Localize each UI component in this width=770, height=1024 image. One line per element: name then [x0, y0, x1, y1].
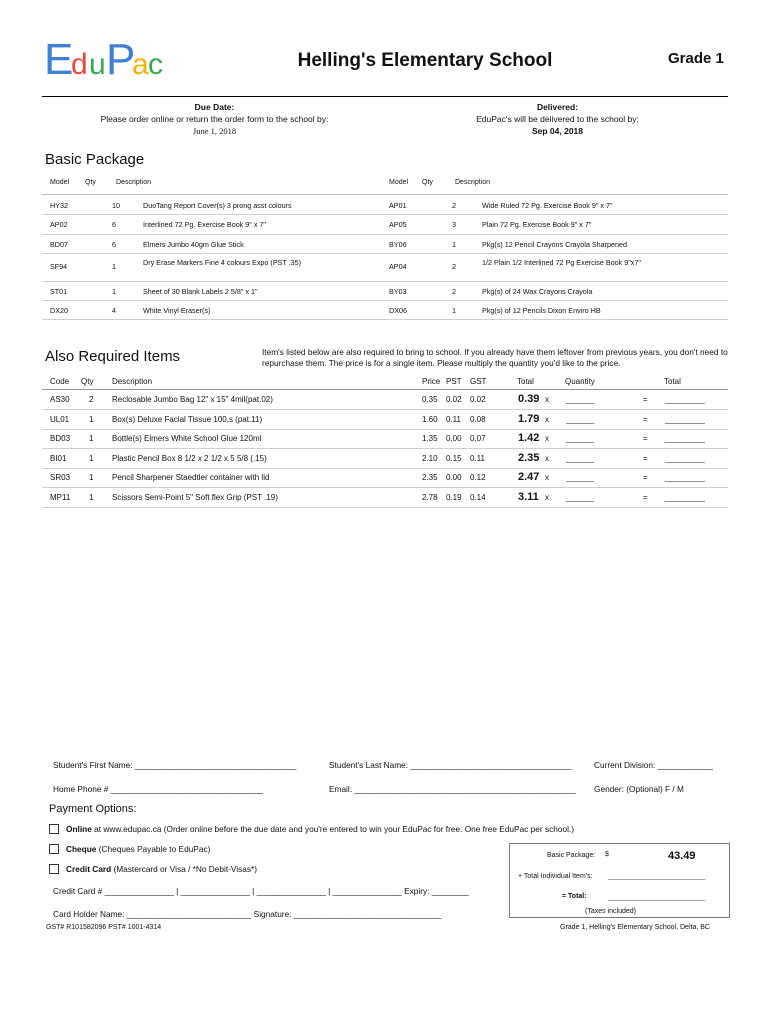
item-pst: 0.00 [446, 473, 462, 482]
item-pst: 0.19 [446, 493, 462, 502]
basic-model: DX20 [50, 306, 68, 315]
multiply-sign: x [545, 434, 549, 443]
col-gst: GST [470, 377, 487, 386]
footer-school: Grade 1, Helling's Elementary School, Delta, BC [560, 924, 710, 931]
taxes-included-note: (Taxes included) [585, 908, 636, 915]
item-qty: 1 [89, 473, 94, 482]
basic-package-label: Basic Package: [547, 852, 596, 859]
equals-sign: = [643, 493, 648, 502]
col-qty-2: Qty [422, 179, 433, 186]
basic-model-2: DX06 [389, 306, 407, 315]
credit-card-number-field[interactable]: Credit Card # _______________ | _______________ | _______________ | _______________ Expiry: ________ [53, 886, 469, 896]
item-pst: 0.11 [446, 415, 461, 424]
item-code: AS30 [50, 395, 70, 404]
col-description: Description [116, 179, 152, 186]
row-divider [42, 429, 728, 430]
multiply-sign: x [545, 454, 549, 463]
delivered-label: Delivered: [536, 102, 579, 112]
basic-description: Interlined 72 Pg. Exercise Book 9" x 7" [143, 220, 266, 229]
item-price: 2.35 [422, 473, 438, 482]
item-pst: 0.02 [446, 395, 462, 404]
item-qty: 1 [89, 493, 94, 502]
svg-text:u: u [89, 48, 106, 81]
online-option [66, 824, 574, 834]
item-qty: 1 [89, 454, 94, 463]
payment-options-title: Payment Options: [49, 803, 137, 815]
row-divider [42, 487, 728, 488]
dollar-sign: $ [605, 851, 609, 858]
col-description-2: Description [455, 179, 491, 186]
item-description: Box(s) Deluxe Facial Tissue 100,s (pat.11) [112, 415, 263, 424]
row-divider [42, 300, 728, 301]
total-individual-blank[interactable]: _________________________ [608, 873, 706, 880]
basic-model: SF94 [50, 262, 68, 271]
item-price: 2.78 [422, 493, 438, 502]
svg-text:c: c [148, 48, 163, 81]
basic-description-2: Wide Ruled 72 Pg. Exercise Book 9" x 7" [482, 201, 613, 210]
row-divider [42, 281, 728, 282]
line-total-input[interactable]: __________ [665, 434, 705, 443]
item-gst: 0.02 [470, 395, 486, 404]
grand-total-label: = Total: [562, 893, 587, 900]
item-gst: 0.08 [470, 415, 486, 424]
basic-qty: 1 [112, 262, 116, 271]
item-code: BI01 [50, 454, 67, 463]
basic-qty-2: 2 [452, 201, 456, 210]
item-description: Reclosable Jumbo Bag 12" x 15" 4mil(pat.02) [112, 395, 273, 404]
online-checkbox[interactable] [49, 824, 59, 834]
cheque-text: (Cheques Payable to EduPac) [96, 844, 211, 854]
quantity-input[interactable]: _______ [566, 395, 594, 404]
cheque-checkbox[interactable] [49, 844, 59, 854]
basic-model: BD07 [50, 240, 68, 249]
total-individual-label: + Total Individual Item's: [518, 873, 593, 880]
due-date-text: Please order online or return the order form to the school by: [100, 114, 329, 124]
item-qty: 2 [89, 395, 94, 404]
item-total: 0.39 [518, 393, 540, 405]
item-total: 1.79 [518, 413, 540, 425]
col-price: Price [422, 377, 441, 386]
item-code: BD03 [50, 434, 71, 443]
col-model: Model [50, 179, 70, 186]
due-date-value: June 1, 2018 [192, 126, 237, 136]
multiply-sign: x [545, 493, 549, 502]
item-description: Bottle(s) Elmers White School Glue 120ml [112, 434, 262, 443]
home-phone-field[interactable]: Home Phone # _________________________________ [53, 784, 263, 794]
item-price: 2.10 [422, 454, 438, 463]
item-code: MP11 [50, 493, 71, 502]
col-total: Total [517, 377, 534, 386]
equals-sign: = [643, 473, 648, 482]
item-gst: 0.12 [470, 473, 486, 482]
item-gst: 0.14 [470, 493, 486, 502]
col-quantity: Quantity [565, 377, 595, 386]
basic-description-2: Pkg(s) 12 Pencil Crayons Crayola Sharpened [482, 240, 628, 249]
basic-model: AP02 [50, 220, 68, 229]
basic-description-2: 1/2 Plain 1/2 Interlined 72 Pg Exercise Book 9"x7" [482, 258, 641, 267]
credit-card-label: Credit Card [66, 864, 112, 874]
item-total: 3.11 [518, 491, 539, 503]
online-label: Online [66, 824, 92, 834]
basic-package-title: Basic Package [45, 151, 145, 168]
basic-qty: 1 [112, 287, 116, 296]
item-pst: 0.00 [446, 434, 462, 443]
grand-total-blank[interactable]: _________________________ [608, 894, 706, 901]
row-divider [42, 409, 728, 410]
item-total: 2.47 [518, 471, 540, 483]
credit-card-text: (Mastercard or Visa / *No Debit-Visas*) [111, 864, 258, 874]
multiply-sign: x [545, 473, 549, 482]
basic-qty: 6 [112, 220, 116, 229]
basic-model-2: BY06 [389, 240, 407, 249]
col-description-3: Description [112, 377, 153, 386]
header-divider [42, 96, 728, 97]
line-total-input[interactable]: __________ [665, 454, 705, 463]
basic-description-2: Pkg(s) of 12 Pencils Dixon Enviro HB [482, 306, 601, 315]
email-field[interactable]: Email: ________________________________________________ [329, 784, 576, 794]
item-description: Plastic Pencil Box 8 1/2 x 2 1/2 x 5 5/8 (.15) [112, 454, 267, 463]
col-code: Code [50, 377, 70, 386]
equals-sign: = [643, 415, 648, 424]
quantity-input[interactable]: _______ [566, 493, 594, 502]
equals-sign: = [643, 395, 648, 404]
line-total-input[interactable]: __________ [665, 473, 705, 482]
current-division-field[interactable]: Current Division: ____________ [594, 760, 714, 770]
basic-description-2: Pkg(s) of 24 Wax Crayons Crayola [482, 287, 593, 296]
row-divider [42, 468, 728, 469]
basic-qty-2: 3 [452, 220, 456, 229]
basic-model-2: AP01 [389, 201, 407, 210]
basic-model-2: AP05 [389, 220, 407, 229]
item-description: Scissors Semi-Point 5" Soft flex Grip (PST .19) [112, 493, 278, 502]
item-code: SR03 [50, 473, 71, 482]
card-holder-field[interactable]: Card Holder Name: ___________________________ Signature: ________________________________ [53, 909, 442, 919]
col-pst: PST [446, 377, 462, 386]
item-gst: 0.11 [470, 454, 485, 463]
tax-numbers: GST# R101582096 PST# 1001-4314 [46, 924, 162, 931]
row-divider [42, 253, 728, 254]
basic-qty: 10 [112, 201, 120, 210]
gender-field[interactable]: Gender: (Optional) F / M [594, 784, 684, 794]
also-header-line [42, 389, 728, 390]
quantity-input[interactable]: _______ [566, 454, 594, 463]
col-model-2: Model [389, 179, 409, 186]
item-gst: 0.07 [470, 434, 486, 443]
delivered-block [387, 101, 728, 137]
line-total-input[interactable]: __________ [665, 493, 705, 502]
col-total-2: Total [664, 377, 681, 386]
due-date-label: Due Date: [194, 102, 235, 112]
line-total-input[interactable]: __________ [665, 415, 705, 424]
basic-qty: 4 [112, 306, 116, 315]
basic-description: Dry Erase Markers Fine 4 colours Expo (PST .35) [143, 258, 302, 267]
item-qty: 1 [89, 434, 94, 443]
delivered-text: EduPac's will be delivered to the school by: [476, 114, 639, 124]
item-code: UL01 [50, 415, 70, 424]
basic-description: DuoTang Report Cover(s) 3 prong asst colours [143, 201, 292, 210]
svg-text:a: a [132, 48, 149, 81]
cheque-label: Cheque [66, 844, 97, 854]
basic-description-2: Plain 72 Pg. Exercise Book 9" x 7" [482, 220, 592, 229]
quantity-input[interactable]: _______ [566, 473, 594, 482]
also-required-title: Also Required Items [45, 348, 181, 365]
credit-card-option [66, 864, 257, 874]
basic-description: White Vinyl Eraser(s) [143, 306, 211, 315]
credit-card-checkbox[interactable] [49, 864, 59, 874]
col-qty-3: Qty [81, 377, 94, 386]
item-pst: 0.15 [446, 454, 462, 463]
quantity-input[interactable]: _______ [566, 415, 594, 424]
row-divider [42, 214, 728, 215]
edupac-logo [44, 30, 164, 82]
student-first-name-field[interactable]: Student's First Name: ___________________________________ [53, 760, 297, 770]
basic-model: HY32 [50, 201, 68, 210]
quantity-input[interactable]: _______ [566, 434, 594, 443]
svg-text:E: E [44, 35, 74, 82]
multiply-sign: x [545, 395, 549, 404]
line-total-input[interactable]: __________ [665, 395, 705, 404]
row-divider [42, 507, 728, 508]
basic-header-line [42, 194, 728, 195]
basic-qty-2: 2 [452, 287, 456, 296]
basic-qty-2: 2 [452, 262, 456, 271]
grade-label: Grade 1 [668, 50, 724, 67]
student-last-name-field[interactable]: Student's Last Name: ___________________________________ [329, 760, 572, 770]
item-price: 1.60 [422, 415, 438, 424]
basic-qty-2: 1 [452, 306, 456, 315]
row-divider [42, 234, 728, 235]
svg-text:P: P [106, 35, 136, 82]
due-date-block [42, 101, 387, 137]
item-price: 1.35 [422, 434, 438, 443]
item-total: 2.35 [518, 452, 540, 464]
row-divider [42, 319, 728, 320]
equals-sign: = [643, 434, 648, 443]
item-description: Pencil Sharpener Staedtler container with lid [112, 473, 270, 482]
basic-package-value: 43.49 [668, 850, 696, 862]
basic-model: ST01 [50, 287, 68, 296]
payment-summary-box [509, 843, 730, 918]
row-divider [42, 448, 728, 449]
multiply-sign: x [545, 415, 549, 424]
svg-text:d: d [71, 48, 88, 81]
item-total: 1.42 [518, 432, 540, 444]
item-qty: 1 [89, 415, 94, 424]
cheque-option [66, 844, 210, 854]
item-price: 0.35 [422, 395, 438, 404]
equals-sign: = [643, 454, 648, 463]
basic-model-2: BY03 [389, 287, 407, 296]
col-qty: Qty [85, 179, 96, 186]
basic-model-2: AP04 [389, 262, 407, 271]
basic-description: Sheet of 30 Blank Labels 2 5/8" x 1" [143, 287, 258, 296]
delivered-date: Sep 04, 2018 [531, 126, 584, 136]
basic-qty-2: 1 [452, 240, 456, 249]
school-title: Helling's Elementary School [297, 50, 553, 71]
online-text: at www.edupac.ca (Order online before the due date and you're entered to win your EduPac for free. One free EduPac per school.) [91, 824, 574, 834]
also-required-note: Item's listed below are also required to bring to school. If you already have them leftover from previous years, you don't need to repurchase them. The price is for a single item. Please multiply the quantity you'd like to the price. [262, 347, 728, 368]
basic-qty: 6 [112, 240, 116, 249]
basic-description: Elmers Jumbo 40gm Glue Stick [143, 240, 244, 249]
